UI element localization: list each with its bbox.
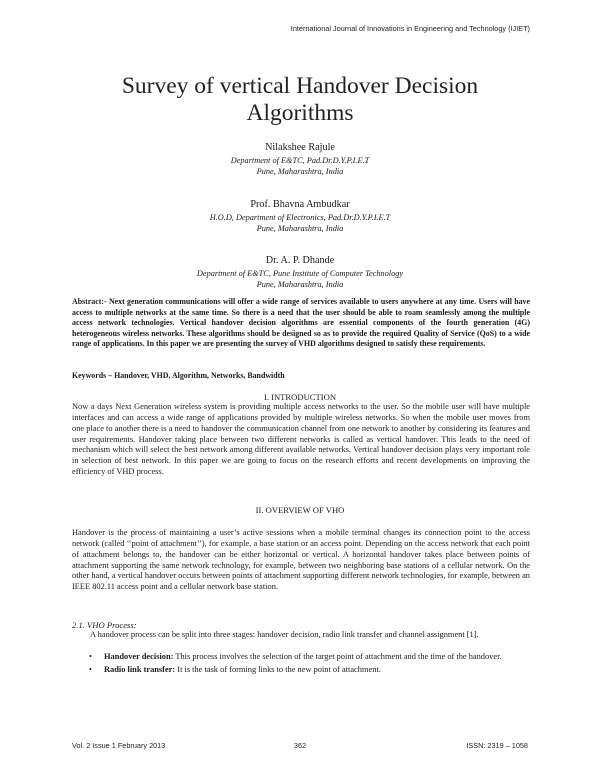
subsection-paragraph: A handover process can be split into three stages: handover decision, radio link transfer and channel assignment [1]. [90, 630, 479, 639]
author-location: Pune, Maharashtra, India [256, 224, 344, 233]
subsection-heading: 2.1. VHO Process: [72, 620, 137, 630]
footer-issn: ISSN: 2319 – 1058 [466, 741, 528, 750]
overview-paragraph: Handover is the process of maintaining a user’s active sessions when a mobile terminal changes its connection point to the access network (called ‘‘point of attachment’’), for example, a base station or an access point. Depending on the access network that each point of attachment belongs to, the handover can be either horizontal or vertical. A horizontal handover takes place between points of attachment supporting the same network technology, for example, between two neighboring base stations of a cellular network. On the other hand, a vertical handover occurs between points of attachment supporting different network technologies, for example, between an IEEE 802.11 access point and a cellular network base station. [72, 528, 530, 592]
author-block-3 [0, 254, 600, 290]
author-name: Dr. A. P. Dhande [265, 255, 335, 266]
bullet-list [72, 652, 530, 678]
author-name: Nilakshee Rajule [265, 142, 335, 153]
author-affiliation: H.O.D, Department of Electronics, Pad.Dr.D.Y.P.I.E.T [209, 213, 391, 222]
author-name: Prof. Bhavna Ambudkar [250, 199, 350, 210]
abstract: Abstract:- Next generation communications will offer a wide range of services available to users anywhere at any time. Users will have access to multiple networks at the same time. So there is a need that the user should be able to roam seamlessly among the multiple access network technologies. Vertical handover decision algorithms are essential components of the fourth generation (4G) heterogeneous wireless networks. These algorithms should be designed so as to provide the required Quality of Service (QoS) to a wide range of applications. In this paper we are presenting the survey of VHD algorithms designed to satisfy these requirements. [72, 297, 530, 349]
section-heading-introduction: I. INTRODUCTION [263, 392, 337, 402]
bullet-icon: • [89, 652, 92, 661]
introduction-paragraph: Now a days Next Generation wireless system is providing multiple access networks to the user. So the mobile user will have multiple interfaces and can access a wide range of applications provided by multiple wireless networks. So when the mobile user moves from one place to another there is a need to handover the communication channel from one network to another by considering its features and user requirements. Handover taking place between two different networks is called as vertical handover. This leads to the need of mechanism which will select the best network among different available networks. Vertical handover decision plays very important role in selection of best network. In this paper we are going to focus on the research efforts and recent developments on improving the efficiency of VHD process. [72, 402, 530, 477]
bullet-lead: Handover decision: [104, 652, 174, 661]
footer-volume: Vol. 2 Issue 1 February 2013 [72, 741, 166, 750]
list-item [72, 665, 530, 676]
author-affiliation: Department of E&TC, Pune Institute of Computer Technology [196, 269, 404, 278]
journal-header: International Journal of Innovations in Engineering and Technology (IJIET) [290, 24, 530, 33]
bullet-text: It is the task of forming links to the new point of attachment. [175, 664, 381, 674]
author-location: Pune, Maharashtra, India [256, 167, 344, 176]
bullet-lead: Radio link transfer: [104, 664, 176, 674]
list-item [72, 652, 530, 663]
author-location: Pune, Maharashtra, India [256, 280, 344, 289]
paper-title [0, 73, 600, 127]
author-block-2 [0, 198, 600, 234]
bullet-text: This process involves the selection of the target point of attachment and the time of the handover. [173, 652, 502, 661]
section-heading-overview: II. OVERVIEW OF VHO [255, 505, 345, 515]
bullet-icon: • [89, 664, 92, 674]
author-affiliation: Department of E&TC, Pad.Dr.D.Y.P.I.E.T [230, 156, 370, 165]
author-block-1 [0, 141, 600, 177]
keywords: Keywords – Handover, VHD, Algorithm, Networks, Bandwidth [72, 371, 285, 380]
title-line-2: Algorithms [246, 100, 354, 126]
footer-page-number: 362 [293, 741, 307, 750]
title-line-1: Survey of vertical Handover Decision [121, 73, 479, 99]
